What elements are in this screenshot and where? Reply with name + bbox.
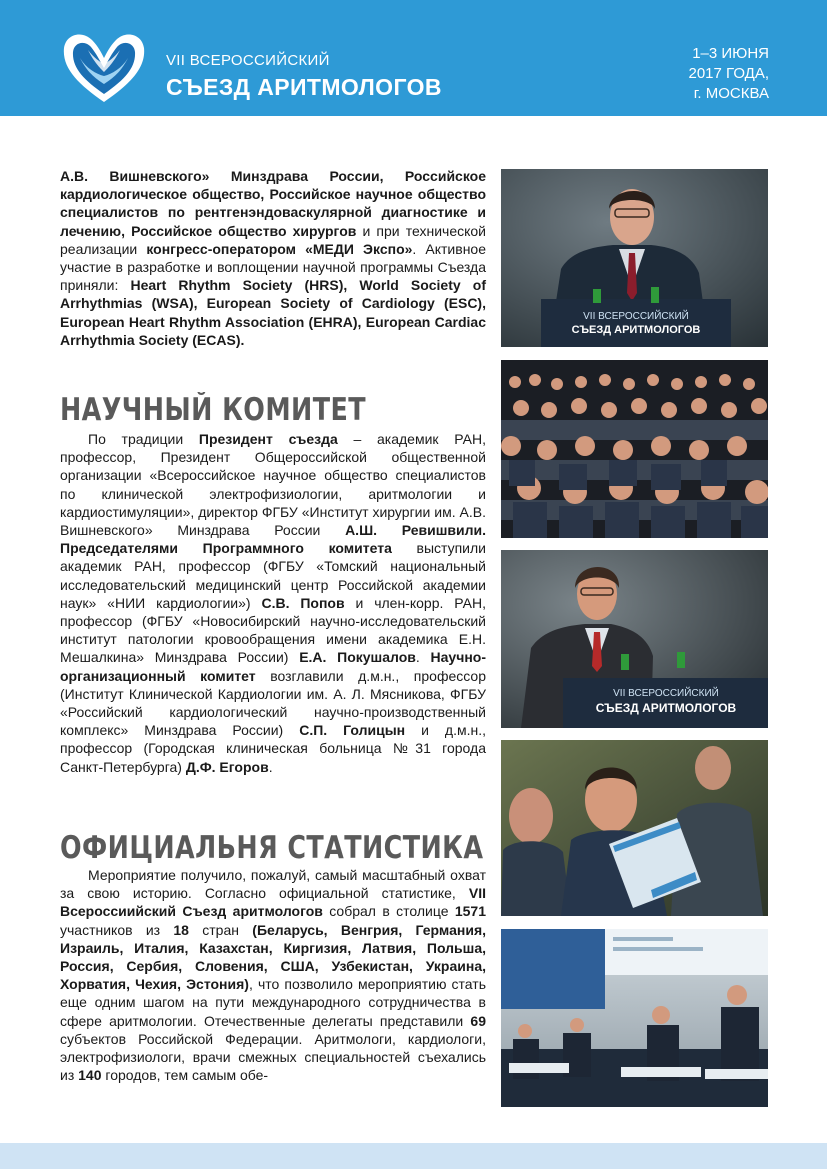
text-run: . Активное участие в разработке и воплощении научной программы Съезда приняли: (60, 240, 486, 294)
congress-title: СЪЕЗД АРИТМОЛОГОВ (166, 74, 442, 100)
section-heading-committee: НАУЧНЫЙ КОМИТЕТ (60, 392, 366, 428)
photo-audience (501, 360, 768, 538)
page-footer-bar (0, 1143, 827, 1169)
text-run: выступили академик РАН, профессор (ФГБУ «Томский национальный исследовательский медицинский центр Российской академии наук» «НИИ кардиологии») (60, 540, 486, 611)
photo-speaker-podium (501, 169, 768, 347)
dates-line: 1–3 ИЮНЯ (692, 45, 769, 62)
bold-run: С.В. Попов (261, 594, 345, 611)
photo-delegates-reading (501, 740, 768, 916)
photo-panel-discussion (501, 929, 768, 1107)
text-run: и член-корр. РАН, профессор (ФГБУ «Новосибирский научно-исследовательский институт патологии кровообращения имени академика Е.Н. Мешалкина» Минздрава России) (60, 594, 486, 666)
event-dates (689, 44, 770, 104)
text-run: и при технической реализации (60, 222, 486, 257)
text-run: . (415, 649, 431, 666)
bold-run: 69 (470, 1012, 486, 1029)
text-run: , что позволило мероприятию стать еще одним шагом на пути международного сотрудничества в сфере аритмологии. Отечественные делегаты представили (60, 976, 486, 1029)
bold-run: Е.А. Покушалов (299, 649, 416, 666)
bold-run: (Беларусь, Венгрия, Германия, Израиль, Италия, Казахстан, Киргизия, Латвия, Польша, Россия, Сербия, Словения, США, Узбекистан, Украина, Хорватия, Чехия, Эстония) (60, 921, 487, 993)
podium-text-line2: СЪЕЗД АРИТМОЛОГОВ (571, 324, 701, 336)
page-header (0, 0, 827, 116)
podium-text-line2: СЪЕЗД АРИТМОЛОГОВ (595, 701, 737, 715)
podium-text-line1: VII ВСЕРОССИЙСКИЙ (613, 688, 719, 699)
heart-logo-icon (58, 28, 150, 108)
bold-run: VII Всероссиийский Съезд аритмологов (60, 885, 486, 920)
bold-run: 18 (173, 921, 189, 938)
operator-bold: конгресс-оператором «МЕДИ Экспо» (146, 240, 413, 257)
podium-text-line1: VII ВСЕРОССИЙСКИЙ (583, 311, 689, 322)
text-run: и д.м.н., профессор (Городская клиническая больница №31 города Санкт-Петербурга) (60, 722, 486, 775)
text-run: . (268, 758, 273, 775)
committee-paragraph (60, 430, 486, 776)
organizers-bold: А.В. Вишневского» Минздрава России, Российское кардиологическое общество, Российское научное общество специалистов по рентгенэндоваскулярной диагностике и лечению, Российское общество хирургов (60, 168, 486, 239)
text-run: участников из (60, 921, 174, 938)
text-run: собрал в столице (322, 903, 455, 920)
bold-run: С.П. Голицын (299, 722, 406, 739)
section-heading-statistics: ОФИЦИАЛЬНЯ СТАТИСТИКА (60, 830, 484, 866)
text-run: По традиции (88, 431, 199, 447)
text-run: возглавили д.м.н., профессор (Институт Клинической Кардиологии им. А. Л. Мясникова, ФГБУ «Российский кардиологический научно-производственный комплекс» Минздрава России) (60, 667, 486, 739)
text-run: стран (188, 921, 253, 938)
bold-run: Президент съезда (198, 431, 338, 447)
city-line: г. МОСКВА (693, 85, 769, 102)
photo-speaker-second (501, 550, 768, 728)
bold-run: 140 (78, 1067, 102, 1084)
text-run: Мероприятие получило, пожалуй, самый масштабный охват за свою историю. Согласно официальной статистике, (60, 867, 486, 902)
text-run: городов, тем самым обе- (101, 1067, 269, 1084)
intro-paragraph (60, 167, 486, 349)
congress-subtitle: VII ВСЕРОССИЙСКИЙ (166, 52, 330, 69)
bold-run: Д.Ф. Егоров (185, 758, 269, 775)
text-run: субъектов Российской Федерации. Аритмологи, кардиологи, электрофизиологи, врачи смежных специальностей съехались из (60, 1030, 486, 1084)
societies-bold: Heart Rhythm Society (HRS), World Society of Arrhythmias (WSA), European Society of Cardiology (ESC), European Heart Rhythm Association (EHRA), European Cardiac Arrhythmia Society (ECAS). (60, 277, 486, 348)
statistics-paragraph (60, 866, 486, 1084)
bold-run: А.Ш. Ревишвили. Председателями Программного комитета (60, 522, 486, 557)
bold-run: Научно-организационный комитет (60, 649, 486, 684)
text-run: – академик РАН, профессор, Президент Общероссийской общественной организации «Всероссийское научное общество специалистов по клинической электрофизиологии, аритмологии и кардиостимуляции», директор ФГБУ «Институт хирургии им. А.В. Вишневского» Минздрава России (60, 431, 486, 539)
bold-run: 1571 (454, 903, 486, 920)
year-line: 2017 ГОДА, (688, 65, 769, 82)
